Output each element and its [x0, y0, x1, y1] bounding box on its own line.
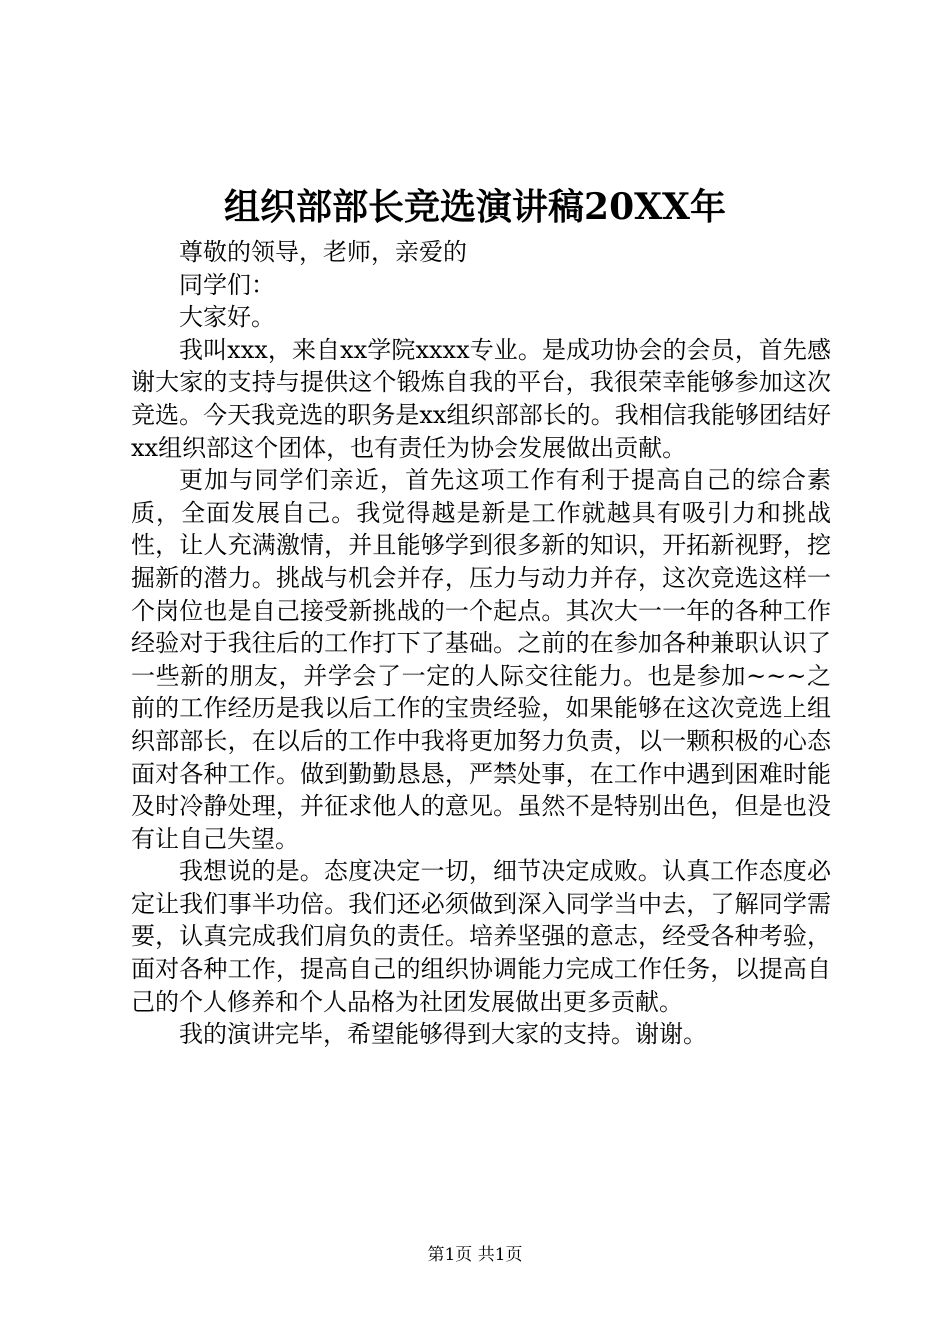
paragraph-intro: 我叫xxx，来自xx学院xxxx专业。是成功协会的会员，首先感谢大家的支持与提供这个锻炼自我的平台，我很荣幸能够参加这次竞选。今天我竞选的职务是xx组织部部长的。我相信我能够团结好xx组织部这个团体，也有责任为协会发展做出贡献。 — [131, 335, 831, 462]
paragraph-hello: 大家好。 — [179, 303, 275, 332]
paragraph-greeting: 尊敬的领导，老师，亲爱的 — [179, 238, 467, 266]
page-footer: 第1页 共1页 — [427, 1245, 523, 1265]
document-title: 组织部部长竞选演讲稿20XX年 — [224, 186, 726, 228]
paragraph-greeting-cont: 同学们： — [179, 270, 275, 299]
document-body — [131, 236, 831, 1051]
paragraph-attitude: 我想说的是。态度决定一切，细节决定成败。认真工作态度必定让我们事半功倍。我们还必须做到深入同学当中去，了解同学需要，认真完成我们肩负的责任。培养坚强的意志，经受各种考验，面对各种工作，提高自己的组织协调能力完成工作任务，以提高自己的个人修养和个人品格为社团发展做出更多贡献。 — [131, 857, 831, 1016]
paragraph-closing: 我的演讲完毕，希望能够得到大家的支持。谢谢。 — [179, 1020, 707, 1049]
paragraph-reasons: 更加与同学们亲近，首先这项工作有利于提高自己的综合素质，全面发展自己。我觉得越是新是工作就越具有吸引力和挑战性，让人充满激情，并且能够学到很多新的知识，开拓新视野，挖掘新的潜力。挑战与机会并存，压力与动力并存，这次竞选这样一个岗位也是自己接受新挑战的一个起点。其次大一一年的各种工作经验对于我往后的工作打下了基础。之前的在参加各种兼职认识了一些新的朋友，并学会了一定的人际交往能力。也是参加~~~之前的工作经历是我以后工作的宝贵经验，如果能够在这次竞选上组织部部长，在以后的工作中我将更加努力负责，以一颗积极的心态面对各种工作。做到勤勤恳恳，严禁处事，在工作中遇到困难时能及时冷静处理，并征求他人的意见。虽然不是特别出色，但是也没有让自己失望。 — [131, 466, 831, 853]
